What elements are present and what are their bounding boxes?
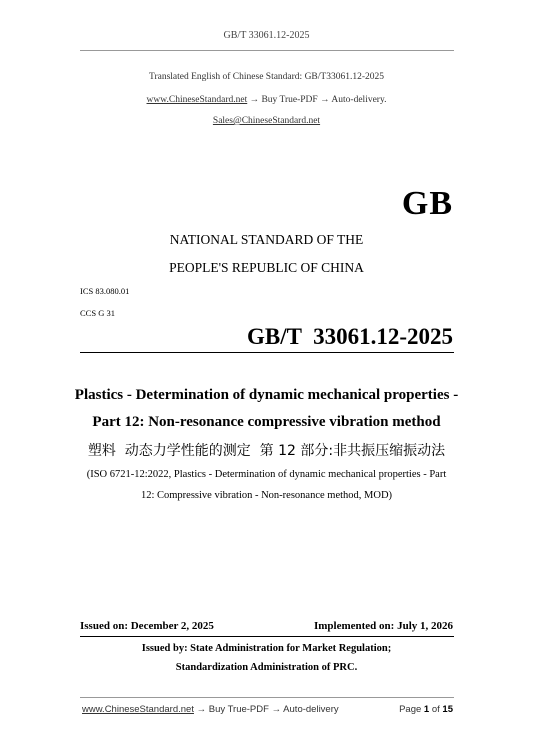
chinese-title: 塑料 动态力学性能的测定 第 12 部分:非共振压缩振动法 — [87, 443, 446, 459]
standard-number-rule — [80, 352, 454, 353]
national-standard-line2: PEOPLE'S REPUBLIC OF CHINA — [169, 260, 364, 275]
page-of: of — [431, 704, 440, 715]
iso-reference-line2: 12: Compressive vibration - Non-resonance method, MOD) — [140, 490, 393, 501]
ics-code: ICS 83.080.01 — [80, 286, 130, 296]
page-word: Page — [399, 704, 422, 715]
implemented-on-date: Implemented on: July 1, 2026 — [313, 620, 453, 632]
national-standard-line1: NATIONAL STANDARD OF THE — [169, 232, 364, 247]
site-link[interactable]: www.ChineseStandard.net — [146, 95, 248, 105]
translation-note: Translated English of Chinese Standard: GB/T33061.12-2025 — [148, 72, 385, 82]
english-title-line2: Part 12: Non-resonance compressive vibration method — [92, 414, 441, 430]
dates-rule — [80, 636, 454, 637]
header-divider — [80, 50, 454, 51]
issued-by-line2: Standardization Administration of PRC. — [175, 662, 358, 673]
purchase-line — [0, 95, 533, 105]
page-indicator — [399, 704, 453, 715]
sales-line — [0, 116, 533, 126]
iso-reference-line1: (ISO 6721-12:2022, Plastics - Determination of dynamic mechanical properties - Part — [86, 469, 447, 480]
footer-purchase-steps: → Buy True-PDF → Auto-delivery — [193, 704, 339, 715]
ccs-code: CCS G 31 — [80, 308, 115, 318]
running-header: GB/T 33061.12-2025 — [223, 30, 310, 41]
gb-mark: GB — [401, 185, 453, 222]
page-total: 15 — [442, 704, 453, 715]
english-title-line1: Plastics - Determination of dynamic mechanical properties - — [74, 387, 459, 403]
purchase-steps: → Buy True-PDF → Auto-delivery. — [247, 95, 387, 105]
footer-purchase-line — [82, 704, 339, 715]
issued-on-date: Issued on: December 2, 2025 — [80, 620, 214, 632]
footer-site-link[interactable]: www.ChineseStandard.net — [82, 704, 194, 715]
issued-by-line1: Issued by: State Administration for Market Regulation; — [141, 643, 392, 654]
page-current: 1 — [423, 704, 430, 715]
standard-number: GB/T 33061.12-2025 — [247, 324, 453, 349]
footer-divider — [80, 697, 454, 698]
sales-email-link[interactable]: Sales@ChineseStandard.net — [212, 116, 321, 126]
